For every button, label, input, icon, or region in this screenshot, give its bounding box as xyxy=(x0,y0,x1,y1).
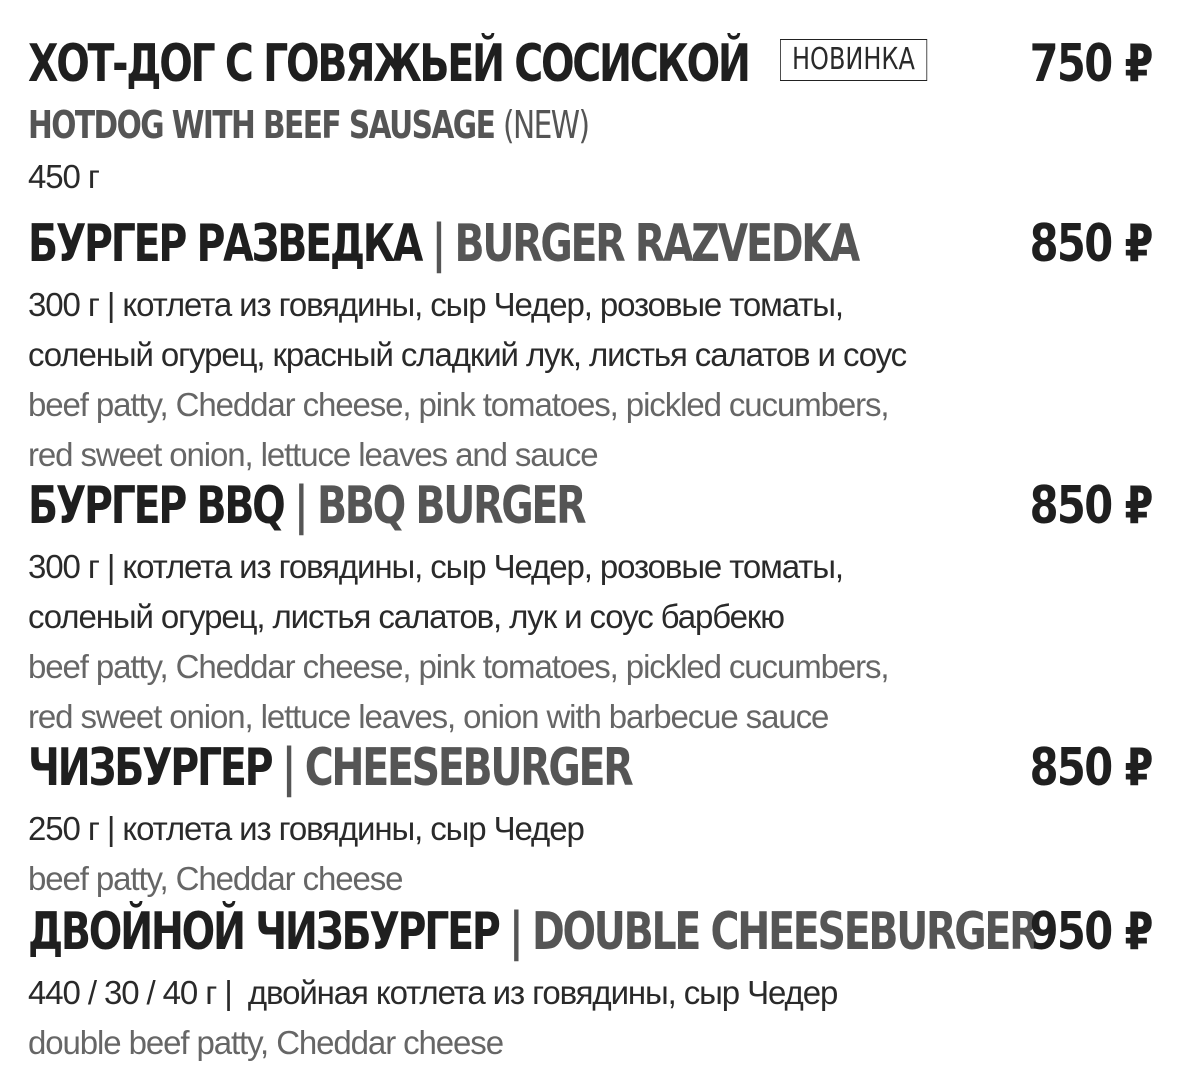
title-separator: | xyxy=(431,214,444,274)
item-title-en: BBQ BURGER xyxy=(316,476,585,536)
item-header xyxy=(28,898,1178,968)
menu-item-burger-razvedka xyxy=(28,210,1178,480)
item-header xyxy=(28,472,1178,542)
item-title xyxy=(28,212,858,276)
item-title-ru: БУРГЕР BBQ xyxy=(28,476,284,536)
item-title-en: DOUBLE CHEESEBURGER xyxy=(531,902,1038,962)
menu-item-burger-bbq xyxy=(28,472,1178,742)
item-desc-ru-2: соленый огурец, красный сладкий лук, листья салатов и соус xyxy=(28,336,907,373)
item-desc-ru-1: 440 / 30 / 40 г | двойная котлета из говядины, сыр Чедер xyxy=(28,974,838,1011)
item-title-ru: БУРГЕР РАЗВЕДКА xyxy=(28,214,422,274)
item-title-en: BURGER RAZVEDKA xyxy=(454,214,858,274)
new-label-en: (NEW) xyxy=(503,103,589,147)
item-desc-ru-1: 300 г | котлета из говядины, сыр Чедер, розовые томаты, xyxy=(28,548,843,585)
item-title xyxy=(28,736,631,800)
item-title-ru: ДВОЙНОЙ ЧИЗБУРГЕР xyxy=(28,902,499,962)
item-price: 850 ₽ xyxy=(1029,738,1152,798)
item-desc-ru-1: 300 г | котлета из говядины, сыр Чедер, розовые томаты, xyxy=(28,286,843,323)
item-desc-en-1: beef patty, Cheddar cheese, pink tomatoes, pickled cucumbers, xyxy=(28,648,889,685)
new-badge: НОВИНКА xyxy=(780,39,927,81)
item-title-en xyxy=(28,100,589,150)
item-header xyxy=(28,734,1178,804)
menu-item-cheeseburger xyxy=(28,734,1178,904)
item-desc-ru-1: 250 г | котлета из говядины, сыр Чедер xyxy=(28,810,584,847)
item-price: 850 ₽ xyxy=(1029,214,1152,274)
title-separator: | xyxy=(281,738,295,798)
item-title-en: CHEESEBURGER xyxy=(304,738,632,798)
item-desc-en-2: red sweet onion, lettuce leaves and sauce xyxy=(28,436,598,473)
item-title-ru: ЧИЗБУРГЕР xyxy=(28,738,272,798)
item-price: 850 ₽ xyxy=(1029,476,1152,536)
item-desc-en-1: beef patty, Cheddar cheese, pink tomatoes, pickled cucumbers, xyxy=(28,386,889,423)
title-separator: | xyxy=(509,902,522,962)
item-desc-en-1: beef patty, Cheddar cheese xyxy=(28,860,403,897)
item-title xyxy=(28,474,584,538)
item-desc-en-1: double beef patty, Cheddar cheese xyxy=(28,1024,503,1061)
item-weight: 450 г xyxy=(28,158,99,195)
item-header xyxy=(28,210,1178,280)
item-price: 950 ₽ xyxy=(1029,902,1152,962)
title-separator: | xyxy=(294,476,307,536)
item-desc-en-2: red sweet onion, lettuce leaves, onion with barbecue sauce xyxy=(28,698,829,735)
item-title-ru: ХОТ-ДОГ С ГОВЯЖЬЕЙ СОСИСКОЙ xyxy=(28,34,749,94)
menu-item-hotdog xyxy=(28,30,1178,202)
item-desc-ru-2: соленый огурец, листья салатов, лук и соус барбекю xyxy=(28,598,784,635)
menu-item-double-cheeseburger xyxy=(28,898,1178,1068)
item-title xyxy=(28,900,1037,964)
item-price: 750 ₽ xyxy=(1029,34,1152,94)
item-subtitle-row xyxy=(28,100,1178,152)
item-title-en-text: HOTDOG WITH BEEF SAUSAGE xyxy=(28,103,495,147)
item-header xyxy=(28,30,1178,100)
